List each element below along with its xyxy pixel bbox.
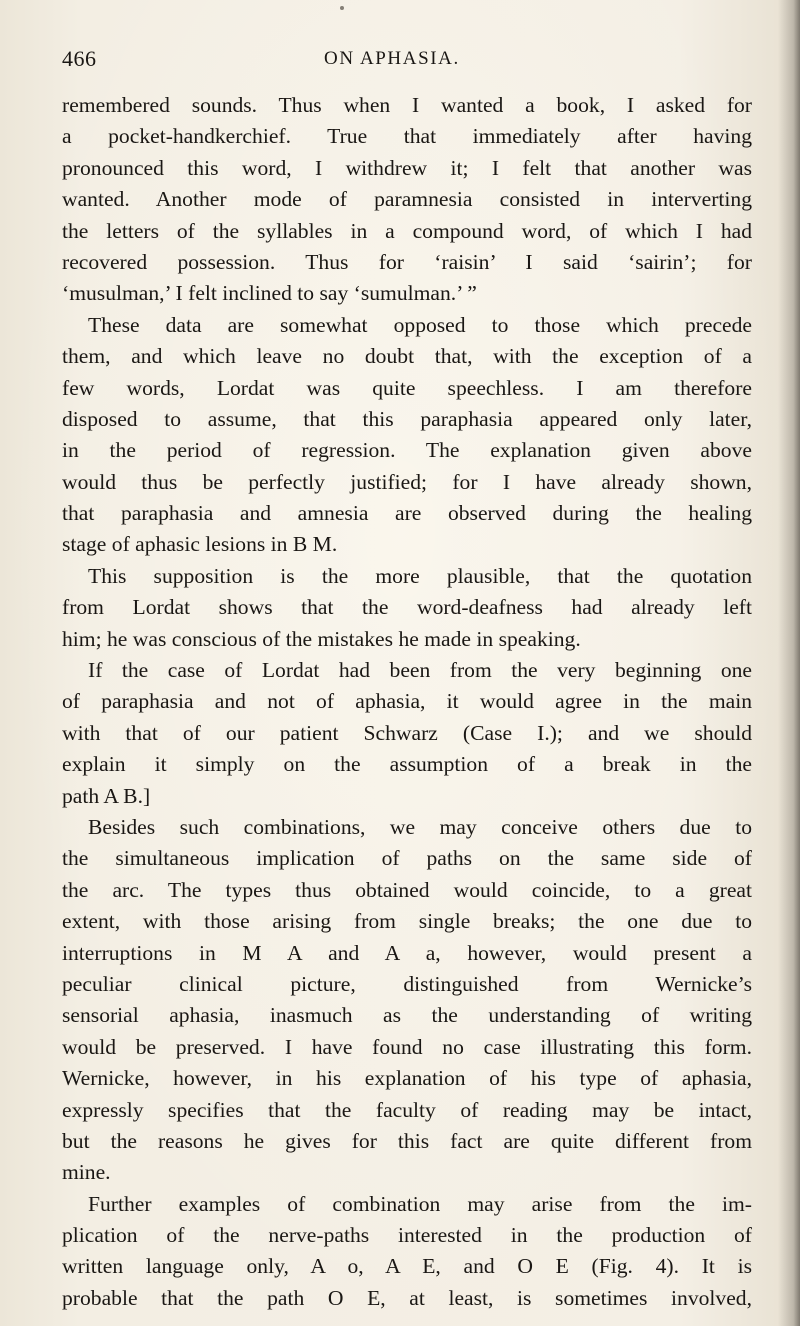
- text-line: sensorial aphasia, inasmuch as the understanding of writing: [62, 1003, 752, 1028]
- paragraph-first-line: Besides such combinations, we may conceive others due to: [88, 814, 752, 839]
- paragraph-first-line: Further examples of combination may arise from the im-: [88, 1191, 752, 1216]
- text-line: the arc. The types thus obtained would coincide, to a great: [62, 877, 752, 902]
- page-number: 466: [62, 46, 97, 71]
- text-line: of paraphasia and not of aphasia, it would agree in the main: [62, 689, 752, 714]
- body-text: [62, 90, 752, 1314]
- text-line: recovered possession. Thus for ‘raisin’ I said ‘sairin’; for: [62, 249, 752, 274]
- text-line: but the reasons he gives for this fact are quite different from: [62, 1128, 752, 1153]
- text-line: Wernicke, however, in his explanation of his type of aphasia,: [62, 1066, 752, 1091]
- text-line: pronounced this word, I withdrew it; I felt that another was: [62, 155, 752, 180]
- text-line: would be preserved. I have found no case illustrating this form.: [62, 1034, 752, 1059]
- text-line: expressly specifies that the faculty of reading may be intact,: [62, 1097, 752, 1122]
- text-line: plication of the nerve-paths interested in the production of: [62, 1223, 752, 1248]
- text-line: the letters of the syllables in a compound word, of which I had: [62, 218, 752, 243]
- text-line: mine.: [62, 1160, 111, 1185]
- text-line: the simultaneous implication of paths on the same side of: [62, 846, 752, 871]
- text-line: extent, with those arising from single breaks; the one due to: [62, 909, 752, 934]
- text-line: ‘musulman,’ I felt inclined to say ‘sumulman.’ ”: [62, 281, 477, 306]
- text-line: him; he was conscious of the mistakes he made in speaking.: [62, 626, 581, 651]
- text-line: peculiar clinical picture, distinguished from Wernicke’s: [62, 971, 752, 996]
- text-line: wanted. Another mode of paramnesia consisted in interverting: [62, 187, 752, 212]
- text-line: written language only, A o, A E, and O E (Fig. 4). It is: [62, 1254, 752, 1279]
- text-line: in the period of regression. The explanation given above: [62, 438, 752, 463]
- paragraph-first-line: These data are somewhat opposed to those which precede: [88, 312, 752, 337]
- text-line: remembered sounds. Thus when I wanted a book, I asked for: [62, 93, 752, 117]
- text-line: explain it simply on the assumption of a break in the: [62, 752, 752, 777]
- running-title: ON APHASIA.: [324, 48, 460, 69]
- running-head: [62, 46, 752, 76]
- text-line: from Lordat shows that the word-deafness had already left: [62, 595, 752, 620]
- text-line: interruptions in M A and A a, however, would present a: [62, 940, 752, 965]
- ink-speck: [340, 6, 344, 10]
- text-line: few words, Lordat was quite speechless. I am therefore: [62, 375, 752, 400]
- paragraph-first-line: This supposition is the more plausible, that the quotation: [88, 563, 752, 588]
- text-line: path A B.]: [62, 783, 151, 808]
- text-line: would thus be perfectly justified; for I have already shown,: [62, 469, 752, 494]
- text-line: that paraphasia and amnesia are observed during the healing: [62, 501, 752, 526]
- text-line: disposed to assume, that this paraphasia appeared only later,: [62, 406, 752, 431]
- page-edge-shadow: [778, 0, 800, 1326]
- text-line: stage of aphasic lesions in B M.: [62, 532, 338, 557]
- text-line: probable that the path O E, at least, is sometimes involved,: [62, 1285, 752, 1310]
- text-line: a pocket-handkerchief. True that immediately after having: [62, 124, 752, 149]
- text-line: them, and which leave no doubt that, with the exception of a: [62, 344, 752, 369]
- text-line: with that of our patient Schwarz (Case I.); and we should: [62, 720, 752, 745]
- paragraph-first-line: If the case of Lordat had been from the very beginning one: [88, 658, 752, 683]
